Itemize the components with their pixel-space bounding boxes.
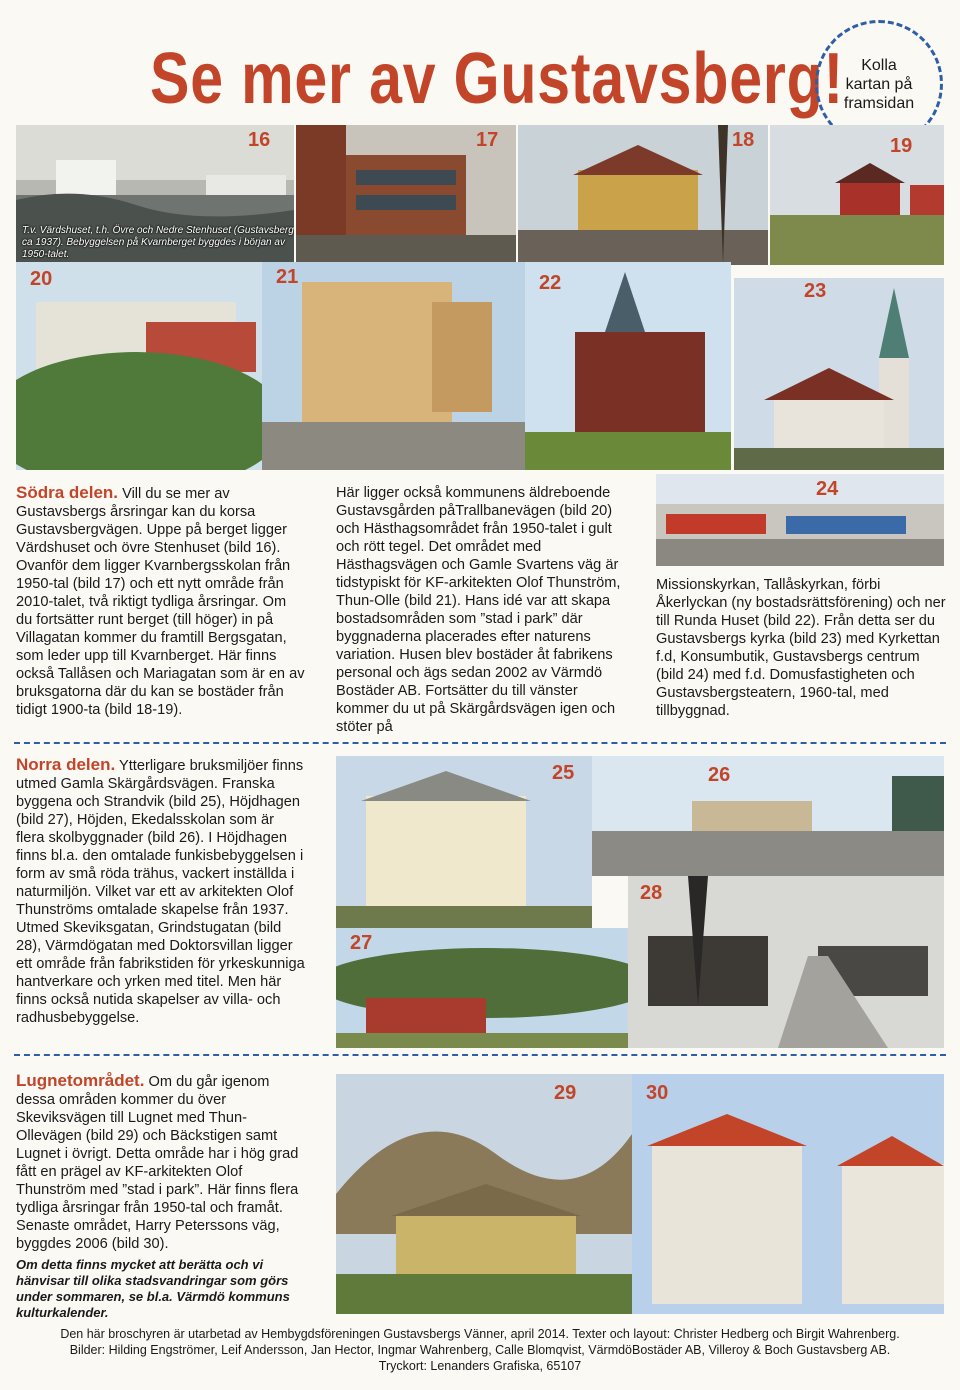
photo-18	[518, 125, 768, 265]
photo-number-29: 29	[554, 1082, 577, 1104]
photo-29	[336, 1074, 632, 1314]
lugnet-note: Om detta finns mycket att berätta och vi hänvisar till olika stadsvandringar som görs under sommaren, se bl.a. Värmdö kommuns kulturkalender.	[16, 1257, 290, 1320]
photo-26	[592, 756, 944, 876]
photo-number-22: 22	[539, 272, 562, 294]
photo-16-caption: T.v. Värdshuset, t.h. Övre och Nedre Stenhuset (Gustavsberg ca 1937). Bebyggelsen på Kvarnberget byggdes i början av 1950-talet.	[22, 225, 294, 260]
norra-text: Ytterligare bruksmiljöer finns utmed Gamla Skärgårdsvägen. Franska byggena och Strandvik (bild 25), Höjdhagen (bild 27), Höjden, Ekedalsskolan som är flera skolbyggnader (bild 26). I Höjdhagen finns bl.a. den omtalade funkisbebyggelsen i form av små röda trähus, vackert inställda i naturmiljön. Vilket var ett av arkitekten Olof Thunströms omtalade skapelse från 1937. Utmed Skeviksgatan, Grindstugatan (bild 28), Värmdögatan med Doktorsvillan ligger ett område från fabrikstiden för yrkeskunniga hantverkare och yrken med titel. Men här finns också nutida skapelser av villa- och radhusbebyggelse.	[16, 758, 305, 1026]
photo-number-17: 17	[476, 129, 499, 151]
sodra-text-col3: Missionskyrkan, Tallåskyrkan, förbi Åkerlyckan (ny bostadsrättsförening) och ner till Runda Huset (bild 22). Från detta ser du Gustavsbergs kyrka (bild 23) med Kyrkettan f.d, Konsumbutik, Gustavsbergs centrum (bild 24) med f.d. Domusfastigheten och Gustavsbergsteatern, 1960-tal, med tillbyggnad.	[656, 577, 946, 719]
photo-28	[628, 876, 944, 1048]
section-divider-1	[14, 742, 946, 744]
footer-line-1: Den här broschyren är utarbetad av Hembygdsföreningen Gustavsbergs Vänner, april 2014. Texter och layout: Christer Hedberg och Birgit Wahrenberg.	[60, 1327, 900, 1341]
lugnet-heading: Lugnetområdet.	[16, 1071, 145, 1090]
sodra-text-col2: Här ligger också kommunens äldreboende Gustavsgården påTrallbanevägen (bild 20) och Hästhagsområdet från 1950-talet i gult och rött tegel. Det området med Hästhagsvägen och Gamle Svartens väg är tidstypiskt för KF-arkitekten Olof Thunström, Thun-Olle (bild 21). Hans idé var att skapa bostadsområden som ”stad i park” där byggnaderna placerades efter naturens variation. Husen blev bostäder åt fabrikens personal och ägs sedan 2002 av Värmdö Bostäder AB. Fortsätter du till vänster kommer du ut på Skärgårdsvägen igen och stöter på	[336, 485, 621, 735]
photo-number-20: 20	[30, 268, 53, 290]
photo-16	[16, 125, 294, 265]
photo-number-18: 18	[732, 129, 755, 151]
photo-23	[734, 278, 944, 470]
photo-22	[525, 262, 731, 470]
sodra-heading: Södra delen.	[16, 483, 119, 502]
lugnet-section	[16, 1072, 306, 1321]
norra-section	[16, 756, 306, 1027]
photo-24	[656, 474, 944, 566]
footer-credits	[0, 1326, 960, 1374]
photo-number-27: 27	[350, 932, 373, 954]
sodra-section	[16, 484, 306, 719]
photo-30	[632, 1074, 944, 1314]
photo-19	[770, 125, 944, 265]
photo-17	[296, 125, 516, 265]
section-divider-2	[14, 1054, 946, 1056]
lugnet-text: Om du går igenom dessa områden kommer du över Skeviksvägen till Lugnet med Thun-Ollevägen (bild 29) och Bäckstigen samt Lugnet i övrigt. Detta område har i hög grad fått en prägel av KF-arkitekten Olof Thunström med ”stad i park”. Här finns flera tydliga årsringar från 1950-tal och framåt. Senaste området, Harry Peterssons väg, byggdes 2006 (bild 30).	[16, 1074, 299, 1252]
photo-number-23: 23	[804, 280, 827, 302]
photo-number-25: 25	[552, 762, 575, 784]
map-hint-text: Kolla kartan på framsidan	[843, 56, 915, 112]
page-title: Se mer av Gustavsberg!	[150, 39, 845, 119]
photo-21	[262, 262, 526, 470]
photo-number-24: 24	[816, 478, 839, 500]
photo-number-28: 28	[640, 882, 663, 904]
footer-line-2: Bilder: Hilding Engströmer, Leif Andersson, Jan Hector, Ingmar Wahrenberg, Calle Blomqvist, VärmdöBostäder AB, Villeroy & Boch Gustavsberg AB.	[69, 1343, 891, 1357]
norra-heading: Norra delen.	[16, 755, 116, 774]
sodra-text-col1: Vill du se mer av Gustavsbergs årsringar kan du korsa Gustavsbergvägen. Uppe på berget ligger Värdshuset och övre Stenhuset (bild 16). Ovanför dem ligger Kvarnbergsskolan från 1950-tal (bild 17) och ett nytt område från 2010-talet, två riktigt tydliga årsringar. Om du fortsätter runt berget (till höger) in på Villagatan kommer du framtill Bergsgatan, som leder upp till Kvarnberget. Här finns också Tallåsen och Mariagatan som är en av bruksgatorna där du kan se bostäder från tidigt 1900-ta (bild 18-19).	[16, 486, 305, 718]
photo-20	[16, 262, 264, 470]
footer-line-3: Tryckort: Lenanders Grafiska, 65107	[378, 1359, 582, 1373]
photo-27	[336, 928, 628, 1048]
photo-number-19: 19	[890, 135, 913, 157]
photo-25	[336, 756, 592, 928]
photo-number-21: 21	[276, 266, 299, 288]
photo-number-30: 30	[646, 1082, 669, 1104]
photo-number-26: 26	[708, 764, 731, 786]
photo-number-16: 16	[248, 129, 271, 151]
